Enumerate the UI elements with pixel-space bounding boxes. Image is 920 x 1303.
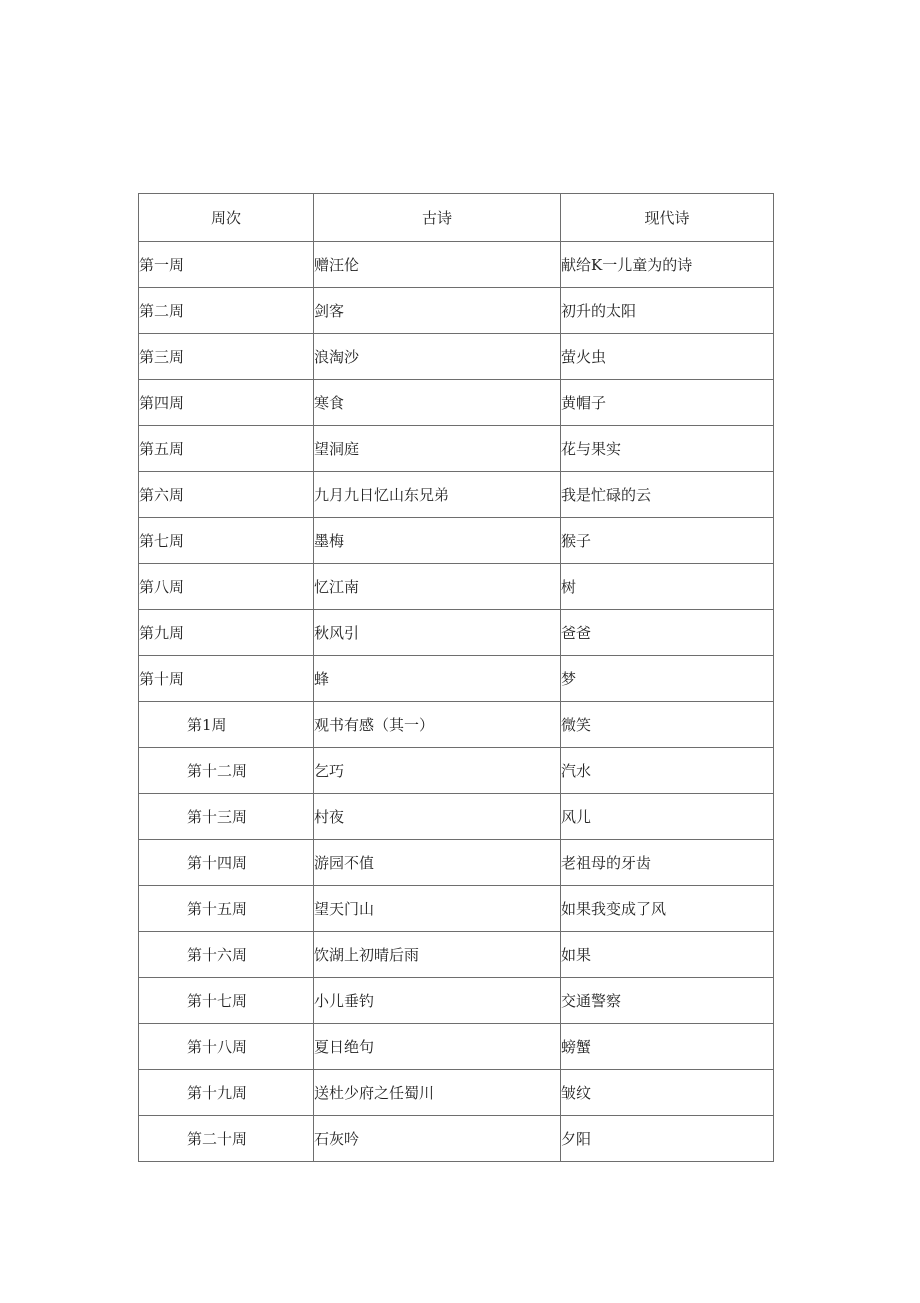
modern-poem-cell: 老祖母的牙齿 [561, 840, 774, 886]
table-row [139, 794, 774, 840]
modern-poem-cell: 夕阳 [561, 1116, 774, 1162]
week-cell: 第十周 [139, 656, 314, 702]
modern-poem-cell: 如果 [561, 932, 774, 978]
week-cell: 第二周 [139, 288, 314, 334]
modern-poem-cell: 微笑 [561, 702, 774, 748]
modern-poem-cell: 皱纹 [561, 1070, 774, 1116]
table-row [139, 748, 774, 794]
week-cell: 第八周 [139, 564, 314, 610]
table-row [139, 978, 774, 1024]
week-cell: 第十七周 [139, 978, 314, 1024]
table-row [139, 840, 774, 886]
modern-poem-cell: 献给K一儿童为的诗 [561, 242, 774, 288]
table-row [139, 702, 774, 748]
table-row [139, 472, 774, 518]
week-cell: 第二十周 [139, 1116, 314, 1162]
ancient-poem-cell: 饮湖上初晴后雨 [314, 932, 561, 978]
ancient-poem-cell: 秋风引 [314, 610, 561, 656]
table-row [139, 380, 774, 426]
modern-poem-cell: 初升的太阳 [561, 288, 774, 334]
week-cell: 第十二周 [139, 748, 314, 794]
table-row [139, 518, 774, 564]
table-row [139, 334, 774, 380]
ancient-poem-cell: 望天门山 [314, 886, 561, 932]
modern-poem-cell: 花与果实 [561, 426, 774, 472]
ancient-poem-cell: 赠汪伦 [314, 242, 561, 288]
header-modern-poem: 现代诗 [561, 194, 774, 242]
modern-poem-cell: 猴子 [561, 518, 774, 564]
week-cell: 第五周 [139, 426, 314, 472]
week-cell: 第三周 [139, 334, 314, 380]
ancient-poem-cell: 夏日绝句 [314, 1024, 561, 1070]
ancient-poem-cell: 望洞庭 [314, 426, 561, 472]
week-cell: 第十九周 [139, 1070, 314, 1116]
ancient-poem-cell: 忆江南 [314, 564, 561, 610]
modern-poem-cell: 爸爸 [561, 610, 774, 656]
modern-poem-cell: 树 [561, 564, 774, 610]
modern-poem-cell: 交通警察 [561, 978, 774, 1024]
table-row [139, 886, 774, 932]
ancient-poem-cell: 游园不值 [314, 840, 561, 886]
table-row [139, 426, 774, 472]
ancient-poem-cell: 九月九日忆山东兄弟 [314, 472, 561, 518]
ancient-poem-cell: 送杜少府之任蜀川 [314, 1070, 561, 1116]
ancient-poem-cell: 浪淘沙 [314, 334, 561, 380]
modern-poem-cell: 黄帽子 [561, 380, 774, 426]
week-cell: 第十四周 [139, 840, 314, 886]
table-header-row [139, 194, 774, 242]
table-row [139, 1116, 774, 1162]
modern-poem-cell: 螃蟹 [561, 1024, 774, 1070]
ancient-poem-cell: 石灰吟 [314, 1116, 561, 1162]
table-row [139, 932, 774, 978]
table-row [139, 564, 774, 610]
table-body [139, 242, 774, 1162]
table-row [139, 1024, 774, 1070]
ancient-poem-cell: 剑客 [314, 288, 561, 334]
week-cell: 第七周 [139, 518, 314, 564]
week-cell: 第六周 [139, 472, 314, 518]
week-cell: 第十八周 [139, 1024, 314, 1070]
ancient-poem-cell: 寒食 [314, 380, 561, 426]
week-cell: 第十五周 [139, 886, 314, 932]
ancient-poem-cell: 乞巧 [314, 748, 561, 794]
ancient-poem-cell: 观书有感（其一） [314, 702, 561, 748]
ancient-poem-cell: 蜂 [314, 656, 561, 702]
modern-poem-cell: 萤火虫 [561, 334, 774, 380]
table-row [139, 610, 774, 656]
table-row [139, 656, 774, 702]
modern-poem-cell: 我是忙碌的云 [561, 472, 774, 518]
ancient-poem-cell: 小儿垂钓 [314, 978, 561, 1024]
modern-poem-cell: 汽水 [561, 748, 774, 794]
table-row [139, 288, 774, 334]
week-cell: 第十三周 [139, 794, 314, 840]
poetry-schedule-table [138, 193, 774, 1162]
modern-poem-cell: 风儿 [561, 794, 774, 840]
table-row [139, 242, 774, 288]
table-row [139, 1070, 774, 1116]
week-cell: 第九周 [139, 610, 314, 656]
modern-poem-cell: 梦 [561, 656, 774, 702]
week-cell: 第1周 [139, 702, 314, 748]
week-cell: 第十六周 [139, 932, 314, 978]
header-week: 周次 [139, 194, 314, 242]
week-cell: 第四周 [139, 380, 314, 426]
modern-poem-cell: 如果我变成了风 [561, 886, 774, 932]
header-ancient-poem: 古诗 [314, 194, 561, 242]
ancient-poem-cell: 村夜 [314, 794, 561, 840]
ancient-poem-cell: 墨梅 [314, 518, 561, 564]
week-cell: 第一周 [139, 242, 314, 288]
